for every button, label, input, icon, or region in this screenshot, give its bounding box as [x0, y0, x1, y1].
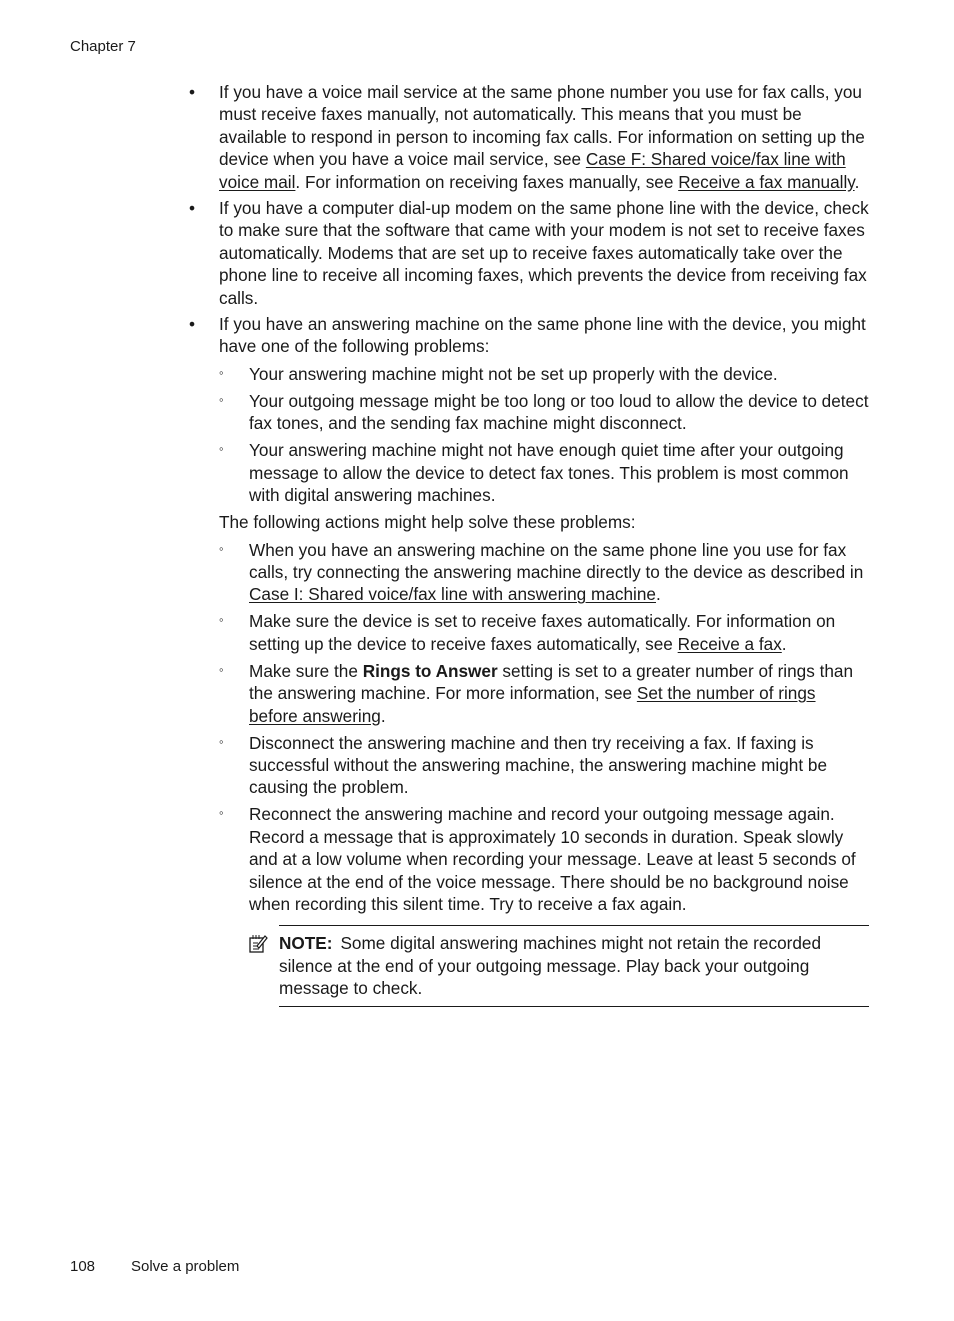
text: If you have a computer dial-up modem on the same phone line with the device, check to make sure that the software that came with your modem is not set to receive faxes automatically. Modems that are set up to receive faxes automatically take over the phone line to receive all incoming faxes, which prevents the device from receiving fax calls.	[219, 198, 869, 308]
text: .	[655, 584, 661, 605]
footer-section: Solve a problem	[131, 1258, 240, 1275]
chapter-label: Chapter 7	[70, 38, 136, 55]
link-case-f[interactable]: Case F: Shared voice/fax line with voice mail	[219, 149, 846, 192]
list-item	[189, 81, 869, 193]
problem-list	[219, 363, 869, 507]
action-list	[219, 539, 869, 916]
link-set-rings[interactable]: Set the number of rings before answering	[249, 683, 816, 726]
sub-bullet-marker: ◦	[219, 364, 224, 380]
text: .	[854, 171, 860, 192]
list-item	[189, 197, 869, 309]
link-receive-fax-manually[interactable]: Receive a fax manually	[678, 171, 855, 192]
bullet-marker: •	[189, 314, 196, 335]
list-item	[219, 610, 869, 655]
sub-bullet-marker: ◦	[219, 661, 224, 677]
list-item	[189, 313, 869, 1007]
setting-name: Rings to Answer	[362, 660, 498, 681]
sub-bullet-marker: ◦	[219, 441, 224, 457]
note-pencil-icon	[248, 934, 268, 954]
text: Make sure the device is set to receive faxes automatically. For information on setting up the device to receive faxes automatically, see	[249, 611, 836, 654]
note-box	[279, 925, 869, 1006]
list-item	[219, 539, 869, 606]
sub-bullet-marker: ◦	[219, 540, 224, 556]
list-item	[219, 363, 869, 385]
sub-bullet-marker: ◦	[219, 733, 224, 749]
list-item	[219, 803, 869, 915]
text: If you have an answering machine on the same phone line with the device, you might have one of the following problems:	[219, 314, 866, 357]
actions-intro: The following actions might help solve these problems:	[219, 512, 636, 533]
text: .	[781, 633, 787, 654]
text: Your answering machine might not have enough quiet time after your outgoing message to allow the device to detect fax tones. This problem is most common with digital answering machines.	[249, 440, 849, 506]
list-item	[219, 732, 869, 799]
bullet-marker: •	[189, 198, 196, 219]
bullet-list	[189, 81, 869, 1007]
list-item	[219, 660, 869, 727]
link-case-i[interactable]: Case I: Shared voice/fax line with answering machine	[249, 584, 656, 605]
text: When you have an answering machine on the same phone line you use for fax calls, try connecting the answering machine directly to the device as described in	[249, 539, 864, 582]
text: Your outgoing message might be too long or too loud to allow the device to detect fax tones, and the sending fax machine might disconnect.	[249, 390, 869, 434]
page-content	[189, 81, 869, 1011]
text: Your answering machine might not be set up properly with the device.	[249, 363, 778, 384]
text: Disconnect the answering machine and then try receiving a fax. If faxing is successful without the answering machine, the answering machine might be causing the problem.	[249, 732, 827, 798]
list-item	[219, 439, 869, 506]
text: If you have a voice mail service at the same phone number you use for fax calls, you must receive faxes manually, not automatically. This means that you must be available to respond in person to incoming fax calls. For information on setting up the device when you have a voice mail service, see	[219, 82, 865, 170]
bullet-marker: •	[189, 82, 196, 102]
page-footer	[70, 1258, 239, 1275]
note-label: NOTE:	[279, 933, 333, 954]
text: setting is set to a greater number of rings than the answering machine. For more information, see	[249, 660, 854, 704]
text: . For information on receiving faxes manually, see	[295, 171, 679, 192]
sub-bullet-marker: ◦	[219, 391, 224, 407]
list-item	[219, 390, 869, 435]
note-text: Some digital answering machines might not retain the recorded silence at the end of your outgoing message. Play back your outgoing message to check.	[279, 933, 822, 999]
sub-bullet-marker: ◦	[219, 805, 224, 821]
text: Reconnect the answering machine and record your outgoing message again. Record a message that is approximately 10 seconds in duration. Speak slowly and at a low volume when recording your message. Leave at least 5 seconds of silence at the end of the voice message. There should be no background noise when recording this silent time. Try to receive a fax again.	[249, 804, 856, 914]
sub-bullet-marker: ◦	[219, 612, 224, 628]
text: .	[380, 705, 386, 726]
page-number: 108	[70, 1258, 96, 1275]
link-receive-fax[interactable]: Receive a fax	[677, 633, 782, 654]
text: Make sure the	[249, 660, 363, 681]
